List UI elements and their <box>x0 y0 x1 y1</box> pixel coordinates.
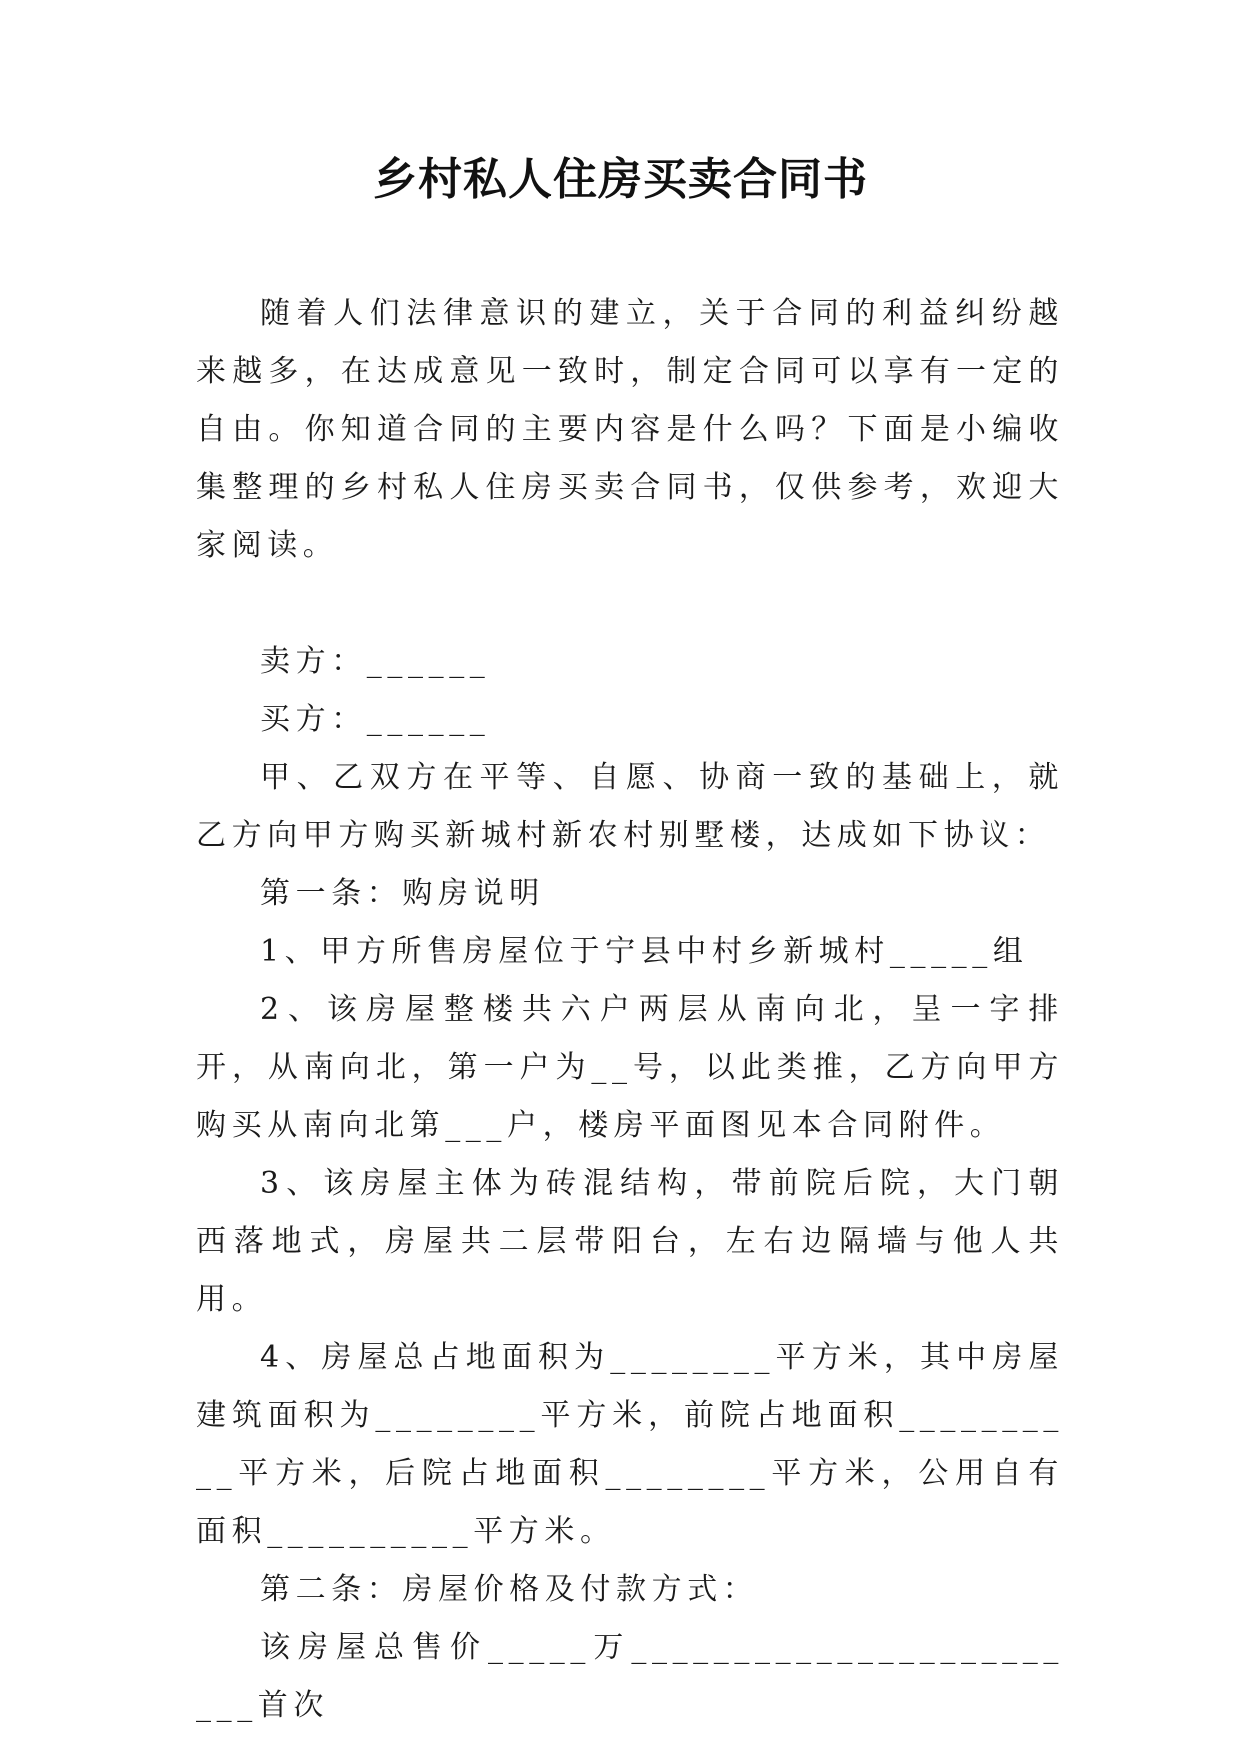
seller-line: 卖方：______ <box>260 644 491 679</box>
intro-paragraph: 随着人们法律意识的建立，关于合同的利益纠纷越来越多，在达成意见一致时，制定合同可以享有一定的自由。你知道合同的主要内容是什么吗？下面是小编收集整理的乡村私人住房买卖合同书，仅供参考，欢迎大家阅读。 <box>196 296 1064 563</box>
buyer-line: 买方：______ <box>260 702 491 737</box>
article2-heading: 第二条：房屋价格及付款方式： <box>260 1572 759 1607</box>
clause-4: 4、房屋总占地面积为________平方米，其中房屋建筑面积为________平方米，前院占地面积__________平方米，后院占地面积________平方米，公用自有面积__________平方米。 <box>196 1340 1064 1549</box>
preamble-paragraph: 甲、乙双方在平等、自愿、协商一致的基础上，就乙方向甲方购买新城村新农村别墅楼，达成如下协议： <box>196 760 1064 853</box>
article1-heading: 第一条：购房说明 <box>260 876 545 911</box>
document-body <box>196 285 1064 1735</box>
clause-3: 3、该房屋主体为砖混结构，带前院后院，大门朝西落地式，房屋共二层带阳台，左右边隔墙与他人共用。 <box>196 1166 1064 1317</box>
clause-1: 1、甲方所售房屋位于宁县中村乡新城村_____组 <box>260 934 1029 969</box>
price-line: 该房屋总售价_____万________________________首次 <box>196 1630 1064 1723</box>
document-title: 乡村私人住房买卖合同书 <box>373 154 868 205</box>
paragraph-gap <box>196 575 1064 633</box>
clause-2: 2、该房屋整楼共六户两层从南向北，呈一字排开，从南向北，第一户为__号，以此类推，乙方向甲方购买从南向北第___户，楼房平面图见本合同附件。 <box>196 992 1064 1143</box>
